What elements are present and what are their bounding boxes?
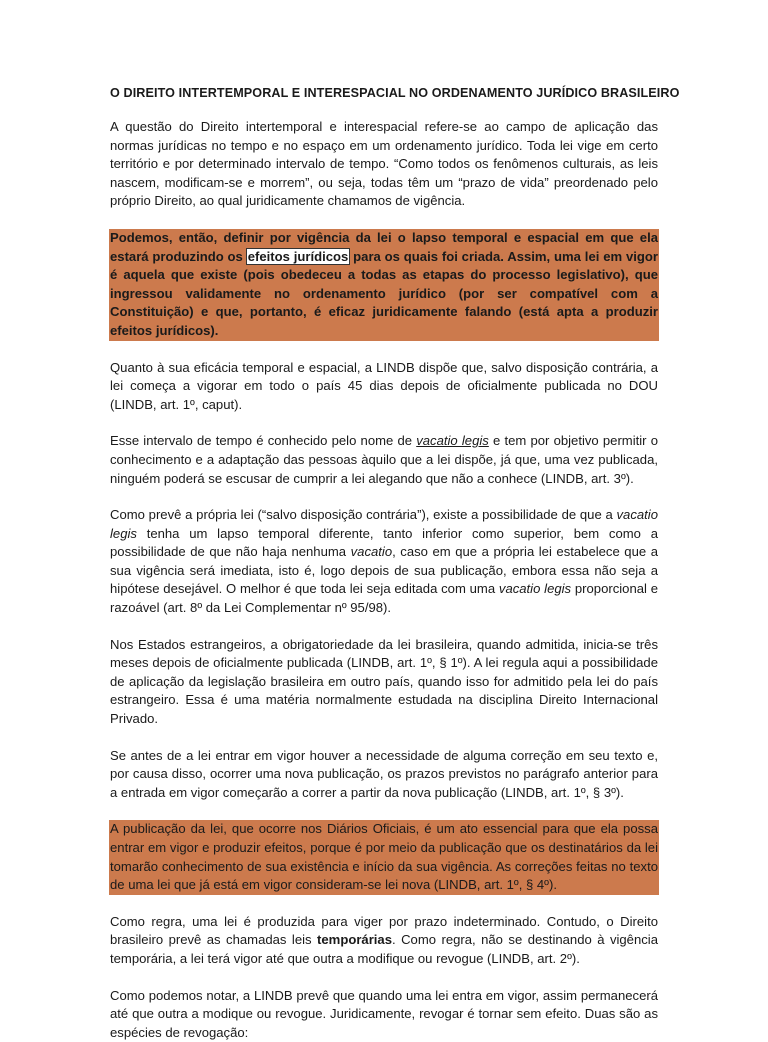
- paragraph-7: Se antes de a lei entrar em vigor houver a necessidade de alguma correção em seu texto e, por causa disso, ocorrer uma nova publicação, os prazos previstos no parágrafo anterior para a entrada em vigor começarão a correr a partir da nova publicação (LINDB, art. 1º, § 3º).: [110, 747, 658, 800]
- paragraph-4: [110, 432, 658, 488]
- term-vacatio-legis-2: vacatio legis: [498, 581, 572, 597]
- term-vacatio: vacatio: [350, 544, 393, 560]
- boxed-term-efeitos-juridicos: efeitos jurídicos: [247, 248, 349, 264]
- paragraph-10: Como podemos notar, a LINDB prevê que quando uma lei entra em vigor, assim permanecerá até que outra a modique ou revogue. Juridicamente, revogar é tornar sem efeito. Duas são as espécies de revogação:: [110, 987, 658, 1040]
- highlighted-paragraph-vigencia: [109, 229, 659, 341]
- document-title: O DIREITO INTERTEMPORAL E INTERESPACIAL NO ORDENAMENTO JURÍDICO BRASILEIRO: [110, 86, 680, 100]
- paragraph-9-text-a: Como regra, uma lei é produzida para viger por prazo indeterminado. Contudo, o Direito brasileiro prevê as chamadas leis: [110, 913, 658, 948]
- paragraph-5-text-a: Como prevê a própria lei (“salvo disposição contrária”), existe a possibilidade de que a: [110, 507, 617, 523]
- paragraph-9: [110, 913, 658, 969]
- paragraph-5: [110, 506, 658, 618]
- paragraph-9-text-b: . Como regra, não se destinando à vigência temporária, a lei terá vigor até que outra a modifique ou revogue (LINDB, art. 2º).: [110, 932, 658, 966]
- term-vacatio-legis: vacatio legis: [416, 433, 489, 449]
- highlighted-paragraph-publicacao: A publicação da lei, que ocorre nos Diários Oficiais, é um ato essencial para que ela possa entrar em vigor e produzir efeitos, porque é por meio da publicação que os destinatários da lei tomarão conhecimento de sua existência e início da sua vigência. As correções feitas no texto de uma lei que já está em vigor consideram-se lei nova (LINDB, art. 1º, § 4º).: [109, 820, 659, 894]
- paragraph-2-text-a: Podemos, então, definir por vigência da lei o lapso temporal e espacial em que ela estará produzindo os: [110, 229, 658, 264]
- paragraph-5-text-c: , caso em que a própria lei estabelece que a sua vigência será imediata, isto é, logo depois de sua publicação, embora essa não seja a hipótese desejável. O melhor é que toda lei seja editada com uma: [110, 544, 658, 597]
- paragraph-5-text-b: tenha um lapso temporal diferente, tanto inferior como superior, bem como a possibilidade de que não haja nenhuma: [110, 525, 658, 560]
- paragraph-4-text-b: e tem por objetivo permitir o conhecimento e a adaptação das pessoas àquilo que a lei dispõe, já que, uma vez publicada, ninguém poderá se escusar de cumprir a lei alegando que não a conhece (LINDB, art. 3º).: [110, 433, 658, 486]
- term-temporarias: temporárias: [317, 932, 392, 948]
- paragraph-6: Nos Estados estrangeiros, a obrigatoriedade da lei brasileira, quando admitida, inicia-se três meses depois de oficialmente publicada (LINDB, art. 1º, § 1º). A lei regula aqui a possibilidade de aplicação da legislação brasileira em outro país, quando isso for admitido pela lei do país estrangeiro. Essa é uma matéria normalmente estudada na disciplina Direito Internacional Privado.: [110, 636, 658, 727]
- paragraph-2-text-b: para os quais foi criada. Assim, uma lei em vigor é aquela que existe (pois obedeceu a todas as etapas do processo legislativo), que ingressou validamente no ordenamento jurídico (por ser compatível com a Constituição) e que, portanto, é eficaz juridicamente falando (está apta a produzir efeitos jurídicos).: [110, 248, 658, 338]
- paragraph-4-text-a: Esse intervalo de tempo é conhecido pelo nome de: [110, 433, 417, 449]
- paragraph-5-text-d: proporcional e razoável (art. 8º da Lei Complementar nº 95/98).: [110, 581, 658, 616]
- paragraph-1: A questão do Direito intertemporal e interespacial refere-se ao campo de aplicação das normas jurídicas no tempo e no espaço em um ordenamento jurídico. Toda lei vige em certo território e por determinado intervalo de tempo. “Como todos os fenômenos culturais, as leis nascem, modificam-se e morrem”, ou seja, todas têm um “prazo de vida” preordenado pelo próprio Direito, ao qual juridicamente chamamos de vigência.: [110, 119, 658, 209]
- paragraph-3: Quanto à sua eficácia temporal e espacial, a LINDB dispõe que, salvo disposição contrária, a lei começa a vigorar em todo o país 45 dias depois de oficialmente publicada no DOU (LINDB, art. 1º, caput).: [110, 359, 658, 412]
- term-vacatio-legis-1: vacatio legis: [110, 507, 658, 541]
